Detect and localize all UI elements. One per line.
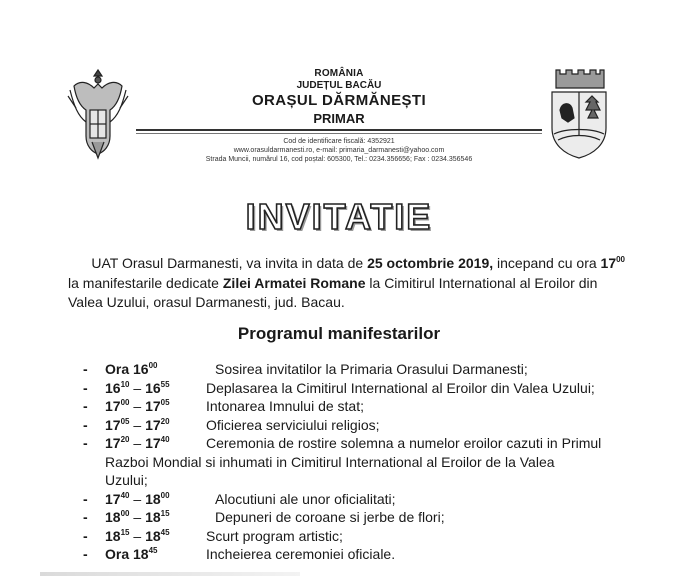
intro-text-4: la Cimitirul International al Eroilor din Valea Uzului, orasul Darmanesti, jud. Bacau. xyxy=(68,274,598,310)
intro-hour: 17 xyxy=(600,255,617,271)
header-city: ORAȘUL DĂRMĂNEȘTI xyxy=(251,92,427,109)
header-divider-thin xyxy=(136,133,542,134)
program-description-line-3: Uzului; xyxy=(105,472,148,488)
program-item xyxy=(83,360,643,379)
program-item-continuation xyxy=(83,453,643,472)
list-bullet: - xyxy=(83,398,88,414)
program-item xyxy=(83,397,643,416)
program-list xyxy=(83,360,643,564)
program-time: $16^{10} - 16^{55}$ xyxy=(105,379,170,396)
program-time: Ora $18^{45}$ xyxy=(105,546,158,562)
program-description: Sosirea invitatilor la Primaria Orasului Darmanesti; xyxy=(215,361,528,377)
program-title: Programul manifestarilor xyxy=(237,324,441,343)
web-email: www.orasuldarmanesti.ro, e-mail: primaria_darmanesti@yahoo.com xyxy=(233,147,445,154)
list-bullet: - xyxy=(83,416,88,433)
intro-event-name: Zilei Armatei Romane xyxy=(222,274,366,291)
program-item xyxy=(83,545,643,564)
program-item xyxy=(83,434,643,453)
program-time: $17^{20} - 17^{40}$ xyxy=(105,435,170,451)
list-bullet: - xyxy=(83,527,88,544)
intro-paragraph xyxy=(68,254,628,313)
postal-address: Strada Muncii, numărul 16, cod poștal: 605300, Tel.: 0234.356656; Fax : 0234.356546 xyxy=(205,156,473,163)
list-bullet: - xyxy=(83,490,88,507)
program-item xyxy=(83,527,643,546)
list-bullet: - xyxy=(83,361,88,377)
list-bullet: - xyxy=(83,546,88,562)
program-description: Ceremonia de rostire solemna a numelor eroilor cazuti in Primul xyxy=(206,435,602,451)
intro-hour-minutes: 00 xyxy=(616,255,626,264)
intro-text-2: incepand cu ora xyxy=(493,255,601,271)
program-item-continuation xyxy=(83,471,643,490)
header-county: JUDEȚUL BACĂU xyxy=(296,80,382,91)
page-edge-artifact xyxy=(40,572,300,576)
program-time: Ora $16^{00}$ xyxy=(105,361,158,377)
list-bullet: - xyxy=(83,435,88,451)
program-time: $17^{05} - 17^{20}$ xyxy=(105,416,170,433)
program-time: $18^{00} - 18^{15}$ xyxy=(105,509,170,525)
list-bullet: - xyxy=(83,379,88,396)
program-description: Oficierea serviciului religios; xyxy=(206,416,380,433)
intro-date: 25 octombrie 2019, xyxy=(367,255,494,271)
program-description: Scurt program artistic; xyxy=(206,527,343,544)
header-divider xyxy=(136,129,542,131)
program-item xyxy=(83,379,643,398)
program-item xyxy=(83,416,643,435)
romania-coat-of-arms-icon xyxy=(66,66,130,162)
program-description: Incheierea ceremoniei oficiale. xyxy=(206,546,396,562)
intro-text-3: la manifestarile dedicate xyxy=(68,274,223,291)
program-time: $17^{40} - 18^{00}$ xyxy=(105,490,170,507)
fiscal-code: Cod de identificare fiscală: 4352921 xyxy=(283,138,395,145)
header-office: PRIMAR xyxy=(313,111,365,126)
program-description: Intonarea Imnului de stat; xyxy=(206,398,364,414)
darmanesti-coat-of-arms-icon xyxy=(548,66,610,162)
intro-text-1: UAT Orasul Darmanesti, va invita in data de xyxy=(91,255,368,271)
document-title: INVITATIE xyxy=(245,196,433,237)
program-description: Alocutiuni ale unor oficialitati; xyxy=(215,490,396,507)
header-country: ROMÂNIA xyxy=(314,68,364,79)
program-description-line-2: Razboi Mondial si inhumati in Cimitirul International al Eroilor de la Valea xyxy=(105,453,555,470)
program-item xyxy=(83,490,643,509)
program-description: Deplasarea la Cimitirul International al Eroilor din Valea Uzului; xyxy=(206,379,595,396)
list-bullet: - xyxy=(83,509,88,525)
program-time: $18^{15} - 18^{45}$ xyxy=(105,527,170,544)
program-item xyxy=(83,508,643,527)
program-time: $17^{00} - 17^{05}$ xyxy=(105,398,170,414)
program-description: Depuneri de coroane si jerbe de flori; xyxy=(215,509,445,525)
